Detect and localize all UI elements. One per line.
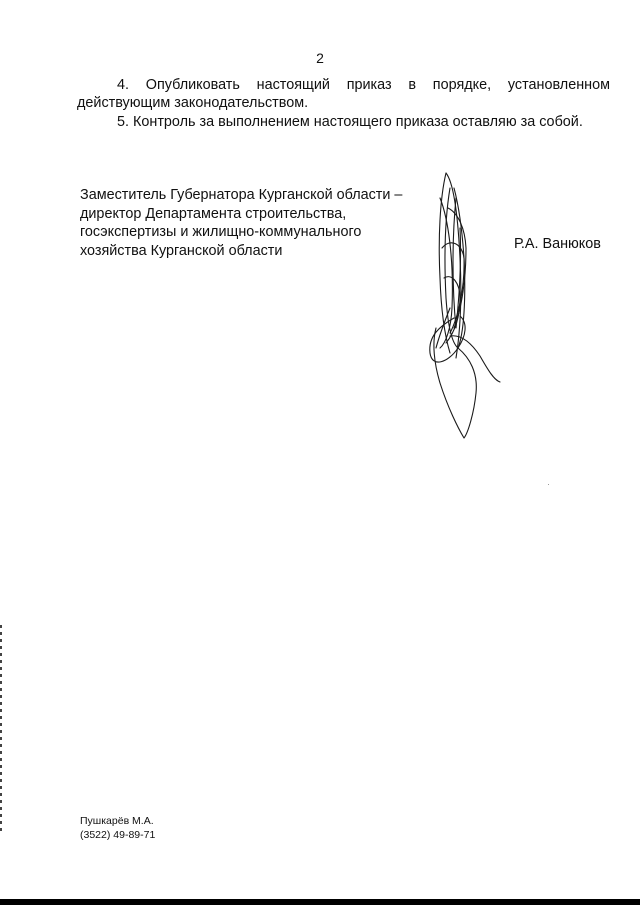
handwritten-signature: [410, 158, 520, 443]
executor-phone: (3522) 49-89-71: [80, 829, 156, 841]
signatory-position-line: Заместитель Губернатора Курганской области –: [80, 187, 403, 203]
executor-name: Пушкарёв М.А.: [80, 815, 154, 827]
paragraph-item-4: 4. Опубликовать настоящий приказ в порядке, установленном действующим законодательством.: [77, 77, 610, 111]
scan-speck: [548, 484, 549, 485]
page-number: 2: [316, 50, 324, 66]
paragraph-item-5: 5. Контроль за выполнением настоящего приказа оставляю за собой.: [117, 114, 583, 130]
signatory-position-line: директор Департамента строительства,: [80, 205, 347, 222]
scan-edge-bottom: [0, 899, 640, 905]
signatory-name: Р.А. Ванюков: [514, 236, 601, 252]
signatory-position: [80, 186, 440, 260]
executor-info: [80, 814, 155, 842]
signatory-position-line: хозяйства Курганской области: [80, 242, 283, 259]
signatory-position-line: госэкспертизы и жилищно-коммунального: [80, 224, 362, 240]
scan-edge-left: [0, 625, 2, 835]
